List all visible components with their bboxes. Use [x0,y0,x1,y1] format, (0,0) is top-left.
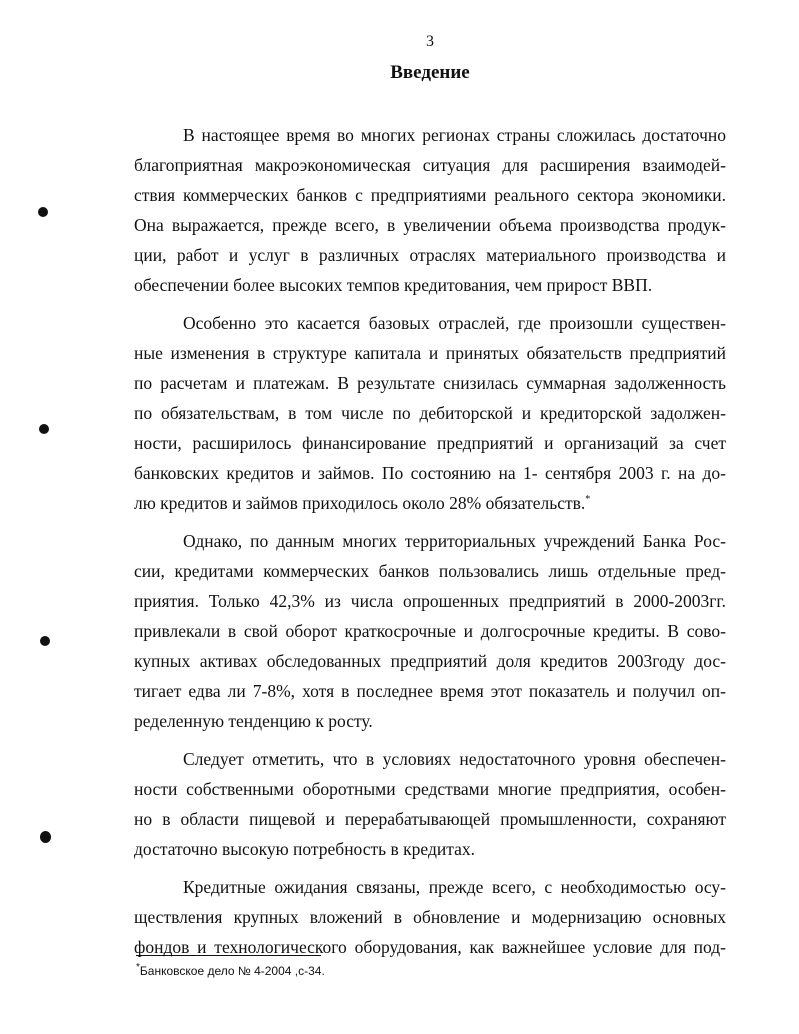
footnote-marker[interactable]: * [585,494,591,506]
text-line-content: лю кредитов и займов приходилось около 28% обязательств. [134,493,586,513]
paragraph-4 [134,744,726,864]
footnote-text: Банковское дело № 4-2004 ,с-34. [139,964,325,978]
text-line: ции, работ и услуг в различных отраслях материального производства и [134,245,726,265]
paragraph-1 [134,120,726,300]
text-line: ределенную тенденцию к росту. [134,711,373,731]
punch-hole-mark [40,831,51,843]
text-line: В настоящее время во многих регионах страны сложилась достаточно [183,125,726,145]
footnote [136,964,325,978]
text-line: ществления крупных вложений в обновление и модернизацию основных [134,907,726,927]
paragraph-2 [134,308,726,518]
text-line: Следует отметить, что в условиях недостаточного уровня обеспечен- [183,749,726,769]
text-line: достаточно высокую потребность в кредитах. [134,839,475,859]
page-title: Введение [390,62,470,83]
footnote-mark: * [136,962,140,973]
paragraph-5 [134,872,726,962]
text-line: по расчетам и платежам. В результате снизилась суммарная задолженность [134,373,726,393]
text-line: Кредитные ожидания связаны, прежде всего, с необходимостью осу- [183,877,726,897]
text-line: банковских кредитов и займов. По состоянию на 1- сентября 2003 г. на до- [134,463,726,483]
text-line: приятия. Только 42,3% из числа опрошенных предприятий в 2000-2003гг. [134,591,726,611]
text-line: ности собственными оборотными средствами многие предприятия, особен- [134,779,726,799]
text-line: сии, кредитами коммерческих банков пользовались лишь отдельные пред- [134,561,726,581]
text-line: купных активах обследованных предприятий доля кредитов 2003году дос- [134,651,726,671]
text-line: обеспечении более высоких темпов кредитования, чем прирост ВВП. [134,275,653,295]
text-line: фондов и технологического оборудования, как важнейшее условие для под- [134,937,726,957]
text-line: благоприятная макроэкономическая ситуация для расширения взаимодей- [134,155,726,175]
punch-hole-mark [39,424,49,434]
page-number: 3 [426,33,434,50]
text-line: Особенно это касается базовых отраслей, где произошли существен- [183,313,726,333]
text-line [134,488,726,518]
text-line: по обязательствам, в том числе по дебиторской и кредиторской задолжен- [134,403,726,423]
text-line: Однако, по данным многих территориальных учреждений Банка Рос- [183,531,726,551]
text-line: привлекали в свой оборот краткосрочные и долгосрочные кредиты. В сово- [134,621,726,641]
paragraph-3 [134,526,726,736]
text-line: ные изменения в структуре капитала и принятых обязательств предприятий [134,343,726,363]
text-line: но в области пищевой и перерабатывающей промышленности, сохраняют [134,809,726,829]
text-line: ности, расширилось финансирование предприятий и организаций за счет [134,433,726,453]
text-line: Она выражается, прежде всего, в увеличении объема производства продук- [134,215,726,235]
body-text [134,120,726,962]
footnote-separator [136,955,321,956]
text-line: ствия коммерческих банков с предприятиями реального сектора экономики. [134,185,726,205]
punch-hole-mark [38,207,48,217]
punch-hole-mark [40,636,50,646]
text-line: тигает едва ли 7-8%, хотя в последнее время этот показатель и получил оп- [134,681,726,701]
